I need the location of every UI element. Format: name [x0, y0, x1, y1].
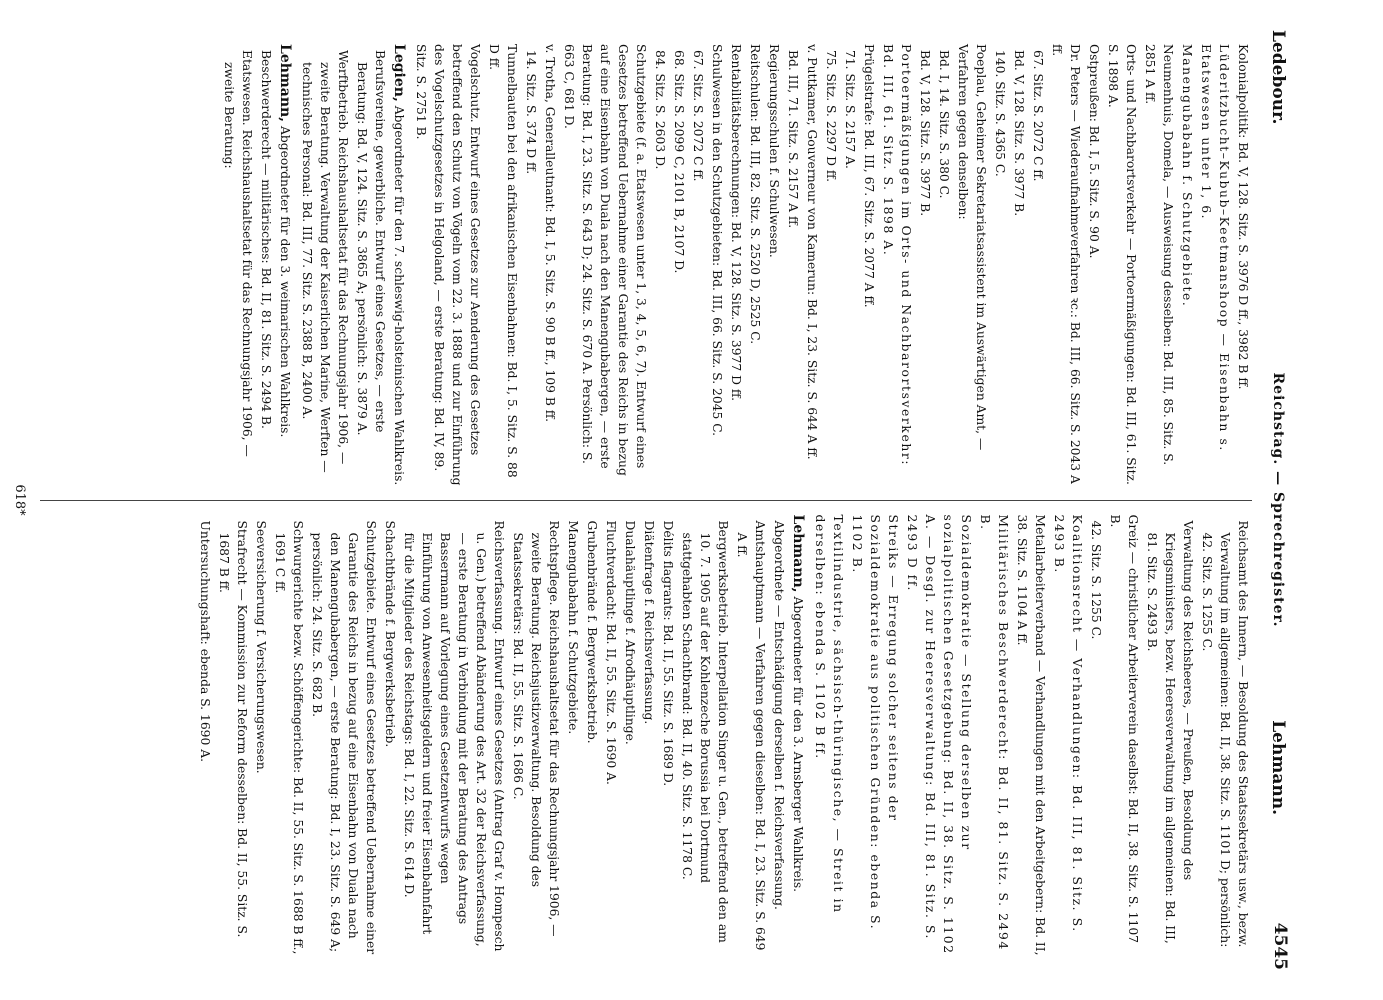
list-item: Lüderitzbucht–Kubub–Keetmanshoop — Eisenbahn s. Etatswesen unter 1, 6. [1199, 44, 1231, 452]
list-item: Schulwesen in den Schutzgebieten: Bd. III, 66. Sitz. S. 2045 C. [710, 44, 724, 437]
list-item: 84. Sitz. S. 2603 D. [653, 50, 667, 170]
list-item: Streiks — Erregung solcher seitens der Sozialdemokratie aus politischen Gründen: ebenda S. 1102 B. [850, 514, 900, 931]
list-item: Diätenfrage f. Reichsverfassung. [642, 520, 656, 725]
list-item: Prügelstrafe: Bd. III, 67. Sitz. S. 2077 A ff. [862, 44, 876, 308]
list-item: Greiz — christlicher Arbeiterverein daselbst: Bd. II, 38. Sitz. S. 1107 B. [1108, 514, 1140, 944]
deputy-title: Abgeordneter für den 3. Arnsberger Wahlkreis. [791, 596, 805, 893]
list-item: Bd. III, 71. Sitz. S. 2157 A ff. [786, 50, 800, 229]
page-signature: 618* [12, 484, 27, 516]
list-item: Beschwerderecht — militärisches: Bd. II, 81. Sitz. S. 2494 B. [259, 50, 273, 429]
header-left-name: Ledebour. [1268, 30, 1288, 125]
list-item: Délits flagrants: Bd. II, 55. Sitz. S. 1689 D. [661, 520, 675, 787]
page-header [1258, 30, 1292, 970]
list-item: Fluchtverdacht: Bd. II, 55. Sitz. S. 1690 A. [604, 520, 618, 785]
list-item: 75. Sitz. S. 2297 D ff. [824, 50, 838, 183]
list-item: Dr. Peters — Wiederaufnahmeverfahren ꝛc.: Bd. III, 66. Sitz. S. 2043 A ff. [1050, 44, 1082, 484]
list-item: Orts- und Nachbarortsverkehr — Portoermäßigungen: Bd. III, 61. Sitz. S. 1898 A. [1106, 44, 1138, 485]
lehmann-arnsberg-block [196, 515, 807, 957]
list-item: Etatswesen. Reichshaushaltsetat für das Rechnungsjahr 1906, — zweite Beratung: [222, 50, 254, 457]
deputy-name: Lehmann, [277, 44, 293, 123]
lehmann-continued-entries [811, 515, 1252, 957]
lehmann-weimar-block [220, 44, 294, 486]
list-item: Portoermäßigungen im Orts- und Nachbarortsverkehr: Bd. III, 61. Sitz. S. 1898 A. [881, 44, 913, 467]
list-item: v. Puttkamer, Gouverneur von Kamerun: Bd. I, 23. Sitz. S. 644 A ff. [805, 44, 819, 460]
list-item: Schwurgerichte bezw. Schöffengerichte: Bd. II, 55. Sitz. S. 1688 B ff., 1691 C ff. [273, 520, 305, 955]
header-right-name: Lehmann. [1268, 720, 1288, 815]
ledebour-entries [412, 44, 1252, 486]
deputy-title: Abgeordneter für den 7. schleswig-holsteinischen Wahlkreis. [392, 105, 406, 486]
list-item: 140. Sitz. S. 4365 C. [993, 50, 1007, 177]
list-item: Schutzgebiete. Entwurf eines Gesetzes betreffend Uebernahme einer Garantie des Reichs in bezug auf eine Eisenbahn von Duala nach den Manengubabergen, — erste Beratung: Bd. I, 23. Sitz. S. 649 A; persönlich: 24. Sitz. S. 682 B. [310, 520, 378, 955]
deputy-title: Abgeordneter für den 3. weimarischen Wahlkreis. [278, 125, 292, 438]
right-column [40, 500, 1252, 971]
list-item: v. Trotha, Generalleutnant: Bd. I, 5. Sitz. S. 90 B ff., 109 B ff. [543, 44, 557, 422]
list-item: Kolonialpolitik: Bd. V, 128. Sitz. S. 3976 D ff., 3982 B ff. [1236, 44, 1250, 390]
list-item: Seeversicherung f. Versicherungswesen. [254, 520, 268, 774]
list-item: 14. Sitz. S. 374 D ff. [524, 50, 538, 175]
list-item: Koalitionsrecht — Verhandlungen: Bd. III, 81. Sitz. S. 2493 B. [1052, 514, 1084, 933]
list-item: Metallarbeiterverband — Verhandlungen mit den Arbeitgebern: Bd. II, 38. Sitz. S. 1104 A ff. [1015, 514, 1047, 956]
list-item: Poeplau, Geheimer Sekretariatsassistent im Auswärtigen Amt, — Verfahren gegen denselben: [956, 44, 988, 451]
list-item: Sozialdemokratie — Stellung derselben zur sozialpolitischen Gesetzgebung: Bd. II, 38. Sitz. S. 1102 A. — Desgl. zur Heeresverwaltung: Bd. III, 81. Sitz. S. 2493 D ff. [905, 514, 973, 955]
list-item: Bd. V, 128. Sitz. S. 3977 B. [918, 50, 932, 217]
left-column [40, 30, 1252, 500]
list-item: 42. Sitz. S. 1255 C. [1089, 520, 1103, 640]
register-columns [40, 30, 1252, 970]
list-item: Militärisches Beschwerderecht: Bd. II, 81. Sitz. S. 2494 B. [978, 514, 1010, 951]
list-item: Reichsamt des Innern, — Besoldung des Staatssekretärs usw., bezw. Verwaltung im allgemeinen: Bd. II, 38. Sitz. S. 1101 D; persönlich: 42. Sitz. S. 1255 C. [1200, 520, 1250, 948]
deputy-name: Lehmann, [790, 514, 806, 593]
header-title: Reichstag. — Sprechregister. [1270, 372, 1286, 628]
list-item: Bd. V, 128. Sitz. S. 3977 B. [1012, 50, 1026, 217]
list-item: Tunnelbauten bei den afrikanischen Eisenbahnen: Bd. I, 5. Sitz. S. 88 D ff. [487, 44, 519, 478]
list-item: Strafrecht — Kommission zur Reform desselben: Bd. II, 55. Sitz. S. 1687 B ff. [217, 520, 249, 938]
list-item: Dualahäuptlinge f. Afrodhäuptlinge. [623, 520, 637, 745]
list-item: Ostpreußen: Bd. I, 5. Sitz. S. 90 A. [1087, 44, 1101, 259]
list-item: 67. Sitz. S. 2072 C ff. [1031, 50, 1045, 182]
list-item: Rentabilitätsberechnungen: Bd. V, 128. Sitz. S. 3977 D ff. [729, 44, 743, 402]
list-item: Bergwerksbetrieb. Interpellation Singer u. Gen., betreffend den am 10. 7. 1905 auf der Kohlenzeche Borussia bei Dortmund stattgehabten Schachtbrand: Bd. II, 40. Sitz. S. 1178 C. [680, 520, 730, 943]
legien-block [298, 44, 408, 486]
list-item: 71. Sitz. S. 2157 A. [843, 50, 857, 169]
list-item: Reichsverfassung. Entwurf eines Gesetzes (Antrag Graf v. Hompesch u. Gen.) betreffend Abänderung des Art. 32 der Reichsverfassung, — erste Beratung in Verbindung mit der Beratung des Antrags Bassermann auf Vorlegung eines Gesetzentwurfs wegen Einführung von Anwesenheitsgeldern und freier Eisenbahnfahrt für die Mitglieder des Reichstags: Bd. I, 22. Sitz. S. 614 D. [402, 520, 506, 952]
list-item: Vogelschutz. Entwurf eines Gesetzes zur Aenderung des Gesetzes betreffend den Schutz von Vögeln vom 22. 3. 1888 und zur Einführung des Vogelschutzgesetzes in Helgoland, — erste Beratung: Bd. IV, 89. Sitz. S. 2751 B. [414, 44, 482, 486]
list-item: Berufsvereine, gewerbliche. Entwurf eines Gesetzes, — erste Beratung: Bd. V, 124. Sitz. S. 3865 A; persönlich: S. 3879 A. [355, 50, 387, 436]
list-item: Werftbetrieb. Reichshaushaltsetat für das Rechnungsjahr 1906, — zweite Beratung. Verwaltung der Kaiserlichen Marine, Werften — technisches Personal: Bd. III, 77. Sitz. S. 2388 B, 2400 A. [300, 50, 350, 473]
list-item: 68. Sitz. S. 2099 C, 2101 B, 2107 D. [672, 50, 686, 274]
list-item: Schutzgebiete (f. a. Etatswesen unter 1, 3, 4, 5, 6, 7). Entwurf eines Gesetzes betreffend Uebernahme einer Garantie des Reichs in bezug auf eine Eisenbahn von Duala nach den Manengubabergen, — erste Beratung: Bd. I, 23. Sitz. S. 643 D; 24. Sitz. S. 670 A. Persönlich: S. 663 C, 681 D. [562, 44, 648, 476]
list-item: Manengubabahn f. Schutzgebiete. [1180, 44, 1194, 308]
list-item: Bd. I, 14. Sitz. S. 380 C. [937, 50, 951, 199]
list-item: Reitschulen: Bd. III, 82. Sitz. S. 2520 D, 2525 C. [748, 44, 762, 345]
list-item: Textilindustrie, sächsisch-thüringische, — Streit in derselben: ebenda S. 1102 B ff. [813, 514, 845, 914]
deputy-name: Legien, [391, 44, 407, 102]
list-item: Regierungsschulen f. Schulwesen. [767, 44, 781, 258]
page-number: 4545 [1270, 922, 1290, 970]
list-item: Neumenhuis, Domela, — Ausweisung desselben: Bd. III, 85. Sitz. S. 2851 A ff. [1143, 44, 1175, 466]
list-item: Rechtspflege. Reichshaushaltsetat für das Rechnungsjahr 1906, — zweite Beratung. Reichsjustizverwaltung. Besoldung des Staatssekretärs: Bd. II, 55. Sitz. S. 1686 C. [511, 520, 561, 937]
list-item: 67. Sitz. S. 2072 C ff. [691, 50, 705, 182]
list-item: Verwaltung des Reichsheeres, — Preußen, Besoldung des Kriegsministers, bezw. Heeresverwaltung im allgemeinen: Bd. III, 81. Sitz. S. 2493 B. [1145, 520, 1195, 944]
list-item: Grubenbrände f. Bergwerksbetrieb. [585, 520, 599, 744]
list-item: Amtshauptmann — Verfahren gegen dieselben: Bd. I, 23. Sitz. S. 649 A ff. [735, 520, 767, 951]
list-item: Schachtbrände f. Bergwerksbetrieb. [383, 520, 397, 748]
list-item: Manengubabahn f. Schutzgebiete. [566, 520, 580, 735]
list-item: Untersuchungshaft: ebenda S. 1690 A. [198, 520, 212, 762]
list-item: Abgeordnete — Entschädigung derselben f. Reichsverfassung. [772, 520, 786, 910]
